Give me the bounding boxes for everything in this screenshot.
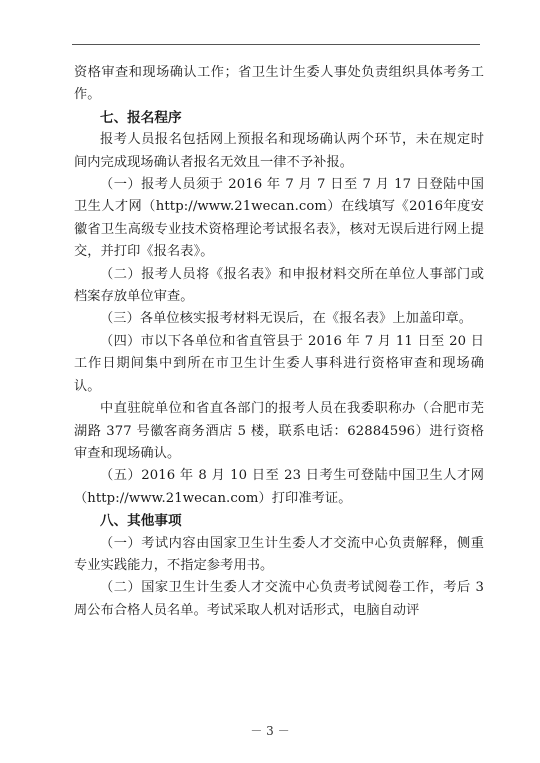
paragraph-other-2: （二）国家卫生计生委人才交流中心负责考试阅卷工作，考后 3 周公布合格人员名单。考试采取人机对话形式，电脑自动评 bbox=[74, 580, 484, 618]
paragraph-exam-affairs: 资格审查和现场确认工作；省卫生计生委人事处负责组织具体考务工作。 bbox=[74, 65, 484, 103]
page-number: － 3 － bbox=[250, 724, 290, 738]
section-heading-other-matters: 八、其他事项 bbox=[100, 513, 182, 530]
paragraph-provincial-units: 中直驻皖单位和省直各部门的报考人员在我委职称办（合肥市芜湖路 377 号徽客商务酒店 5 楼，联系电话：62884596）进行资格审查和现场确认。 bbox=[74, 401, 484, 461]
paragraph-step-4: （四）市以下各单位和省直管县于 2016 年 7 月 11 日至 20 日工作日期间集中到所在市卫生计生委人事科进行资格审查和现场确认。 bbox=[74, 333, 484, 394]
paragraph-step-5: （五）2016 年 8 月 10 日至 23 日考生可登陆中国卫生人才网（http://www.21wecan.com）打印准考证。 bbox=[74, 468, 484, 506]
paragraph-step-3: （三）各单位核实报考材料无误后，在《报名表》上加盖印章。 bbox=[100, 311, 473, 327]
header-rule bbox=[72, 44, 480, 45]
paragraph-registration-intro: 报考人员报名包括网上预报名和现场确认两个环节，未在规定时间内完成现场确认者报名无效且一律不予补报。 bbox=[74, 132, 484, 170]
paragraph-other-1: （一）考试内容由国家卫生计生委人才交流中心负责解释，侧重专业实践能力，不指定参考用书。 bbox=[74, 535, 484, 573]
paragraph-step-2: （二）报考人员将《报名表》和申报材料交所在单位人事部门或档案存放单位审查。 bbox=[74, 266, 484, 305]
document-body bbox=[74, 62, 484, 622]
section-heading-registration: 七、报名程序 bbox=[100, 109, 182, 126]
paragraph-step-1: （一）报考人员须于 2016 年 7 月 7 日至 7 月 17 日登陆中国卫生人才网（http://www.21wecan.com）在线填写《2016年度安徽省卫生高级专业技术资格理论考试报名表》，核对无误后进行网上提交，并打印《报名表》。 bbox=[74, 177, 484, 260]
